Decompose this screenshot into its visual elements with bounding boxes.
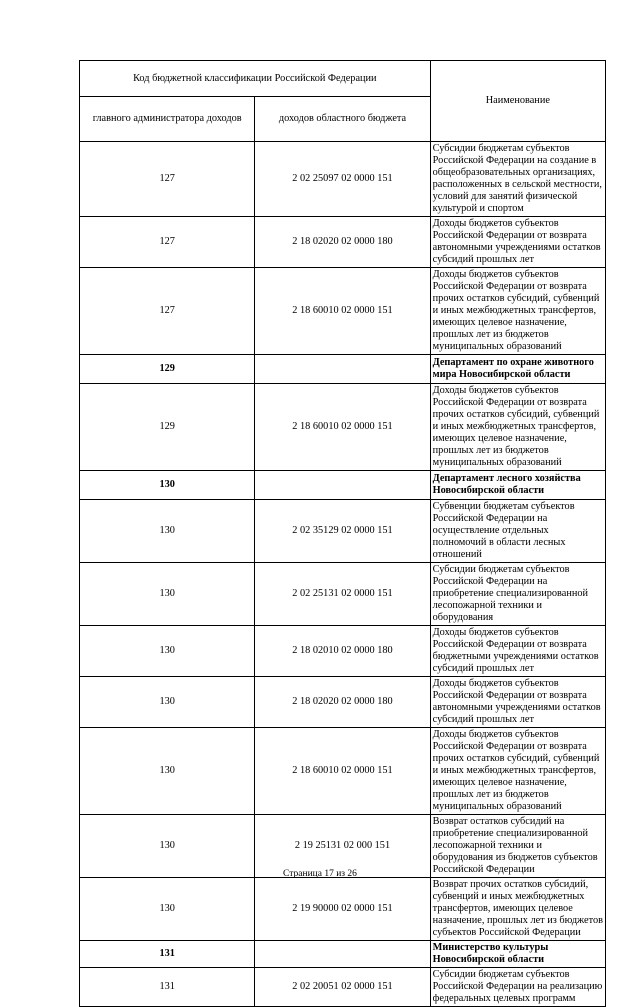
name-cell: Доходы бюджетов субъектов Российской Федерации от возврата прочих остатков субсидий, субвенций и иных межбюджетных трансфертов, имеющих целевое назначение, прошлых лет из бюджетов муниципальных образований — [430, 384, 605, 471]
name-cell: Доходы бюджетов субъектов Российской Федерации от возврата бюджетными учреждениями остатков субсидий прошлых лет — [430, 626, 605, 677]
name-cell: Доходы бюджетов субъектов Российской Федерации от возврата прочих остатков субсидий, субвенций и иных межбюджетных трансфертов, имеющих целевое назначение, прошлых лет из бюджетов муниципальных образований — [430, 268, 605, 355]
admin-code-cell: 130 — [80, 626, 255, 677]
revenue-code-cell: 2 19 90000 02 0000 151 — [255, 878, 430, 941]
page-number: Страница 17 из 26 — [283, 869, 357, 879]
revenue-code-cell: 2 02 35129 02 0000 151 — [255, 500, 430, 563]
admin-code-cell: 130 — [80, 878, 255, 941]
table-row — [80, 217, 606, 268]
section-row — [80, 355, 606, 384]
header-revenue-code: доходов областного бюджета — [255, 97, 430, 142]
header-name: Наименование — [430, 61, 605, 142]
revenue-code-cell: 2 18 60010 02 0000 151 — [255, 384, 430, 471]
budget-classification-table — [79, 60, 606, 1007]
section-row — [80, 471, 606, 500]
name-cell: Возврат остатков субсидий на приобретение специализированной лесопожарной техники и оборудования из бюджетов субъектов Российской Федерации — [430, 815, 605, 878]
table-row — [80, 878, 606, 941]
table-row — [80, 142, 606, 217]
name-cell: Департамент по охране животного мира Новосибирской области — [430, 355, 605, 384]
table-row — [80, 677, 606, 728]
table-row — [80, 384, 606, 471]
name-cell: Министерство культуры Новосибирской области — [430, 941, 605, 968]
table-row — [80, 563, 606, 626]
table-row — [80, 500, 606, 563]
admin-code-cell: 127 — [80, 142, 255, 217]
revenue-code-cell: 2 19 25131 02 000 151 — [255, 815, 430, 878]
revenue-code-cell: 2 02 25131 02 0000 151 — [255, 563, 430, 626]
admin-code-cell: 131 — [80, 968, 255, 1007]
revenue-code-cell: 2 18 02020 02 0000 180 — [255, 677, 430, 728]
admin-code-cell: 129 — [80, 384, 255, 471]
admin-code-cell: 130 — [80, 677, 255, 728]
admin-code-cell: 130 — [80, 815, 255, 878]
revenue-code-cell — [255, 355, 430, 384]
revenue-code-cell: 2 02 20051 02 0000 151 — [255, 968, 430, 1007]
revenue-code-cell: 2 18 60010 02 0000 151 — [255, 728, 430, 815]
table-row — [80, 728, 606, 815]
revenue-code-cell: 2 18 60010 02 0000 151 — [255, 268, 430, 355]
revenue-code-cell — [255, 471, 430, 500]
table-row — [80, 268, 606, 355]
revenue-code-cell: 2 18 02020 02 0000 180 — [255, 217, 430, 268]
admin-code-cell: 130 — [80, 728, 255, 815]
revenue-code-cell: 2 18 02010 02 0000 180 — [255, 626, 430, 677]
name-cell: Доходы бюджетов субъектов Российской Федерации от возврата прочих остатков субсидий, субвенций и иных межбюджетных трансфертов, имеющих целевое назначение, прошлых лет из бюджетов муниципальных образований — [430, 728, 605, 815]
table-header-row — [80, 61, 606, 97]
admin-code-cell: 129 — [80, 355, 255, 384]
admin-code-cell: 130 — [80, 563, 255, 626]
name-cell: Субсидии бюджетам субъектов Российской Федерации на реализацию федеральных целевых программ — [430, 968, 605, 1007]
admin-code-cell: 127 — [80, 217, 255, 268]
name-cell: Субсидии бюджетам субъектов Российской Федерации на создание в общеобразовательных организациях, расположенных в сельской местности, условий для занятий физической культурой и спортом — [430, 142, 605, 217]
header-classification-code: Код бюджетной классификации Российской Федерации — [80, 61, 431, 97]
table-row — [80, 968, 606, 1007]
name-cell: Департамент лесного хозяйства Новосибирской области — [430, 471, 605, 500]
header-admin: главного администратора доходов — [80, 97, 255, 142]
section-row — [80, 941, 606, 968]
name-cell: Доходы бюджетов субъектов Российской Федерации от возврата автономными учреждениями остатков субсидий прошлых лет — [430, 217, 605, 268]
name-cell: Субсидии бюджетам субъектов Российской Федерации на приобретение специализированной лесопожарной техники и оборудования — [430, 563, 605, 626]
admin-code-cell: 130 — [80, 500, 255, 563]
revenue-code-cell: 2 02 25097 02 0000 151 — [255, 142, 430, 217]
name-cell: Доходы бюджетов субъектов Российской Федерации от возврата автономными учреждениями остатков субсидий прошлых лет — [430, 677, 605, 728]
admin-code-cell: 127 — [80, 268, 255, 355]
admin-code-cell: 131 — [80, 941, 255, 968]
name-cell: Субвенции бюджетам субъектов Российской Федерации на осуществление отдельных полномочий в области лесных отношений — [430, 500, 605, 563]
admin-code-cell: 130 — [80, 471, 255, 500]
revenue-code-cell — [255, 941, 430, 968]
name-cell: Возврат прочих остатков субсидий, субвенций и иных межбюджетных трансфертов, имеющих целевое назначение, прошлых лет из бюджетов субъектов Российской Федерации — [430, 878, 605, 941]
table-row — [80, 626, 606, 677]
